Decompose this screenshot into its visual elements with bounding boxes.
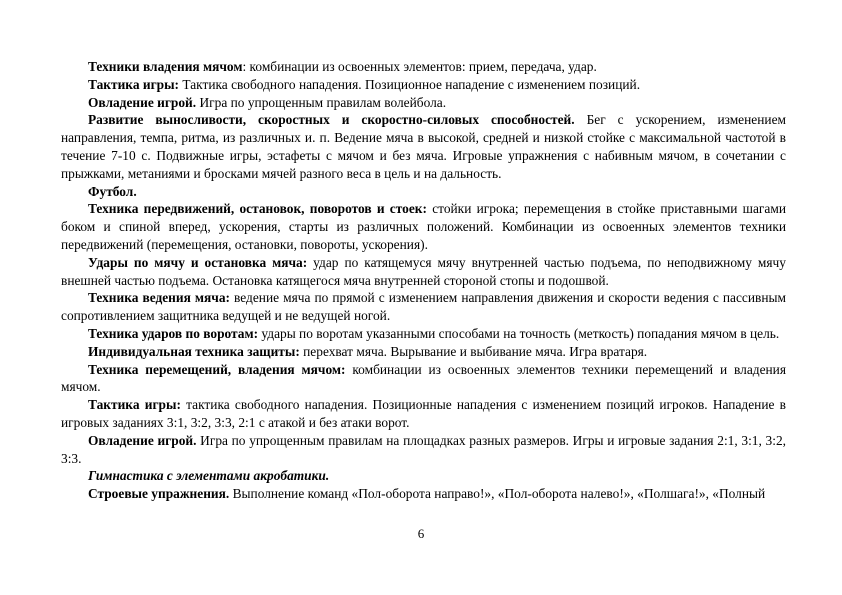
paragraph xyxy=(61,289,786,325)
text-run: удар по катящемуся мячу внутренней частью подъема, по неподвижному мячу внешней частью подъема. Остановка катящегося мяча внутренней стороной стопы и подошвой. xyxy=(61,254,786,288)
text-run: Техника перемещений, владения мячом: xyxy=(88,361,346,377)
text-run: Гимнастика с элементами акробатики. xyxy=(88,468,330,484)
text-run: Футбол. xyxy=(88,183,137,199)
text-run: Тактика свободного нападения. Позиционное нападение с изменением позиций. xyxy=(179,76,641,92)
text-run: Овладение игрой. xyxy=(88,94,197,110)
text-run: Тактика игры: xyxy=(88,397,181,413)
paragraph xyxy=(61,325,786,343)
text-run: Удары по мячу и остановка мяча: xyxy=(88,254,308,270)
text-run: Выполнение команд «Пол-оборота направо!», «Пол-оборота налево!», «Полшага!», «Полный xyxy=(229,486,766,502)
paragraph xyxy=(61,94,786,112)
paragraph xyxy=(61,76,786,94)
text-run: удары по воротам указанными способами на точность (меткость) попадания мячом в цель. xyxy=(258,325,780,341)
paragraph xyxy=(61,467,786,485)
text-run: перехват мяча. Вырывание и выбивание мяча. Игра вратаря. xyxy=(299,343,648,359)
paragraph xyxy=(61,111,786,182)
text-run: тактика свободного нападения. Позиционные нападения с изменением позиций игроков. Нападение в игровых заданиях 3:1, 3:2, 3:3, 2:1 с атакой и без атаки ворот. xyxy=(61,397,787,430)
text-run: Игра по упрощенным правилам волейбола. xyxy=(196,94,447,110)
text-run: Овладение игрой. xyxy=(88,432,197,448)
paragraph xyxy=(61,361,786,397)
paragraph xyxy=(61,343,786,361)
text-run: Игра по упрощенным правилам на площадках разных размеров. Игры и игровые задания 2:1, 3:1, 3:2, 3:3. xyxy=(61,432,787,466)
text-run: Развитие выносливости, скоростных и скоростно-силовых способностей. xyxy=(88,112,575,128)
text-run: комбинации из освоенных элементов техники перемещений и владения мячом. xyxy=(61,361,787,395)
text-run: Техника ведения мяча: xyxy=(88,290,230,306)
text-run: Бег с ускорением, изменением направления, темпа, ритма, из различных и. п. Ведение мяча в высокой, средней и низкой стойке с максимальной частотой в течение 7-10 с. Подвижные игры, эстафеты с мячом и без мяча. Игровые упражнения с набивным мячом, в сочетании с прыжками, метаниями и бросками мячей разного веса в цель и на дальность. xyxy=(61,112,786,181)
paragraph xyxy=(61,183,786,201)
text-run: Тактика игры: xyxy=(88,76,180,92)
text-run: ведение мяча по прямой с изменением направления движения и скорости ведения с пассивным сопротивлением защитника ведущей и не ведущей ногой. xyxy=(61,290,787,324)
paragraph xyxy=(61,432,786,468)
text-run: Техника ударов по воротам: xyxy=(88,325,259,341)
paragraph xyxy=(61,200,786,253)
page-number: 6 xyxy=(417,526,425,541)
text-run: Строевые упражнения. xyxy=(88,486,230,502)
text-run: Индивидуальная техника защиты: xyxy=(88,343,300,359)
paragraph xyxy=(61,58,786,76)
text-run: Техника передвижений, остановок, поворотов и стоек: xyxy=(88,201,427,217)
text-run: стойки игрока; перемещения в стойке приставными шагами боком и спиной вперед, ускорения, старты из различных положений. Комбинации из освоенных элементов техники передвижений (перемещения, остановки, повороты, ускорения). xyxy=(61,201,786,252)
text-run: Техники владения мячом xyxy=(88,59,243,74)
paragraph xyxy=(61,254,786,290)
text-run: : комбинации из освоенных элементов: прием, передача, удар. xyxy=(242,59,597,74)
paragraph xyxy=(61,396,786,432)
paragraph xyxy=(61,485,786,503)
document-body xyxy=(61,58,786,503)
